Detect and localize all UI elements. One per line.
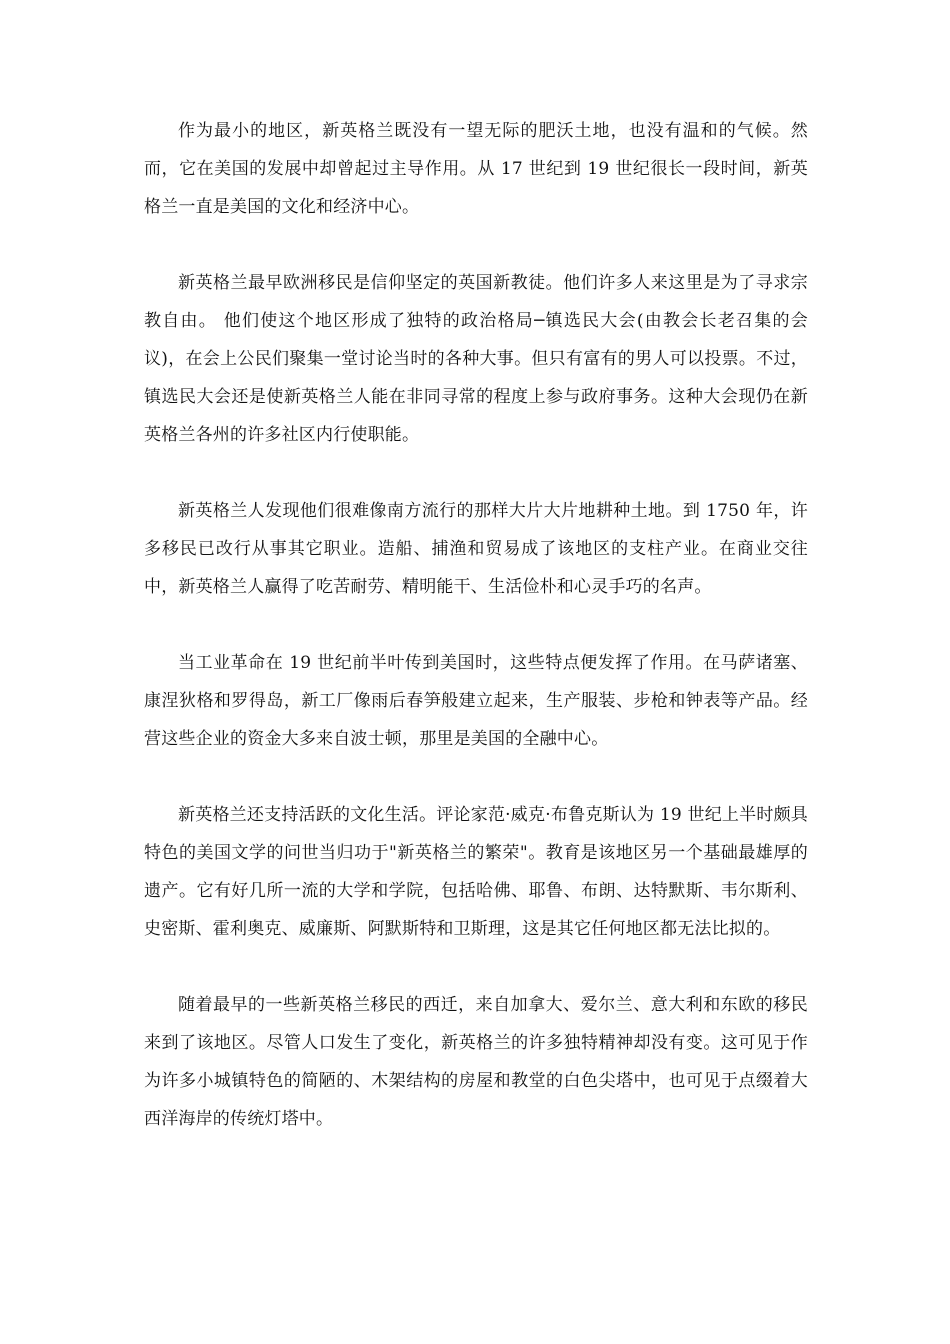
- document-body: [144, 112, 808, 1176]
- paragraph-2: 新英格兰最早欧洲移民是信仰坚定的英国新教徒。他们许多人来这里是为了寻求宗教自由。 他们使这个地区形成了独特的政治格局─镇选民大会(由教会长老召集的会议)，在会上公民们聚集一堂讨论当时的各种大事。但只有富有的男人可以投票。不过，镇选民大会还是使新英格兰人能在非同寻常的程度上参与政府事务。这种大会现仍在新英格兰各州的许多社区内行使职能。: [144, 273, 808, 445]
- paragraph-3: 新英格兰人发现他们很难像南方流行的那样大片大片地耕种土地。到 1750 年，许多移民已改行从事其它职业。造船、捕渔和贸易成了该地区的支柱产业。在商业交往中，新英格兰人赢得了吃苦耐劳、精明能干、生活俭朴和心灵手巧的名声。: [144, 501, 808, 597]
- paragraph-4: 当工业革命在 19 世纪前半叶传到美国时，这些特点便发挥了作用。在马萨诸塞、康涅狄格和罗得岛，新工厂像雨后春笋般建立起来，生产服装、步枪和钟表等产品。经营这些企业的资金大多来自波士顿，那里是美国的全融中心。: [144, 653, 808, 749]
- paragraph-1: 作为最小的地区，新英格兰既没有一望无际的肥沃土地，也没有温和的气候。然而，它在美国的发展中却曾起过主导作用。从 17 世纪到 19 世纪很长一段时间，新英格兰一直是美国的文化和经济中心。: [144, 121, 808, 217]
- paragraph-6: 随着最早的一些新英格兰移民的西迁，来自加拿大、爱尔兰、意大利和东欧的移民来到了该地区。尽管人口发生了变化，新英格兰的许多独特精神却没有变。这可见于作为许多小城镇特色的简陋的、木架结构的房屋和教堂的白色尖塔中，也可见于点缀着大西洋海岸的传统灯塔中。: [144, 995, 808, 1129]
- paragraph-5: 新英格兰还支持活跃的文化生活。评论家范·威克·布鲁克斯认为 19 世纪上半时颇具特色的美国文学的问世当归功于"新英格兰的繁荣"。教育是该地区另一个基础最雄厚的遗产。它有好几所一流的大学和学院，包括哈佛、耶鲁、布朗、达特默斯、韦尔斯利、史密斯、霍利奥克、威廉斯、阿默斯特和卫斯理，这是其它任何地区都无法比拟的。: [144, 805, 808, 939]
